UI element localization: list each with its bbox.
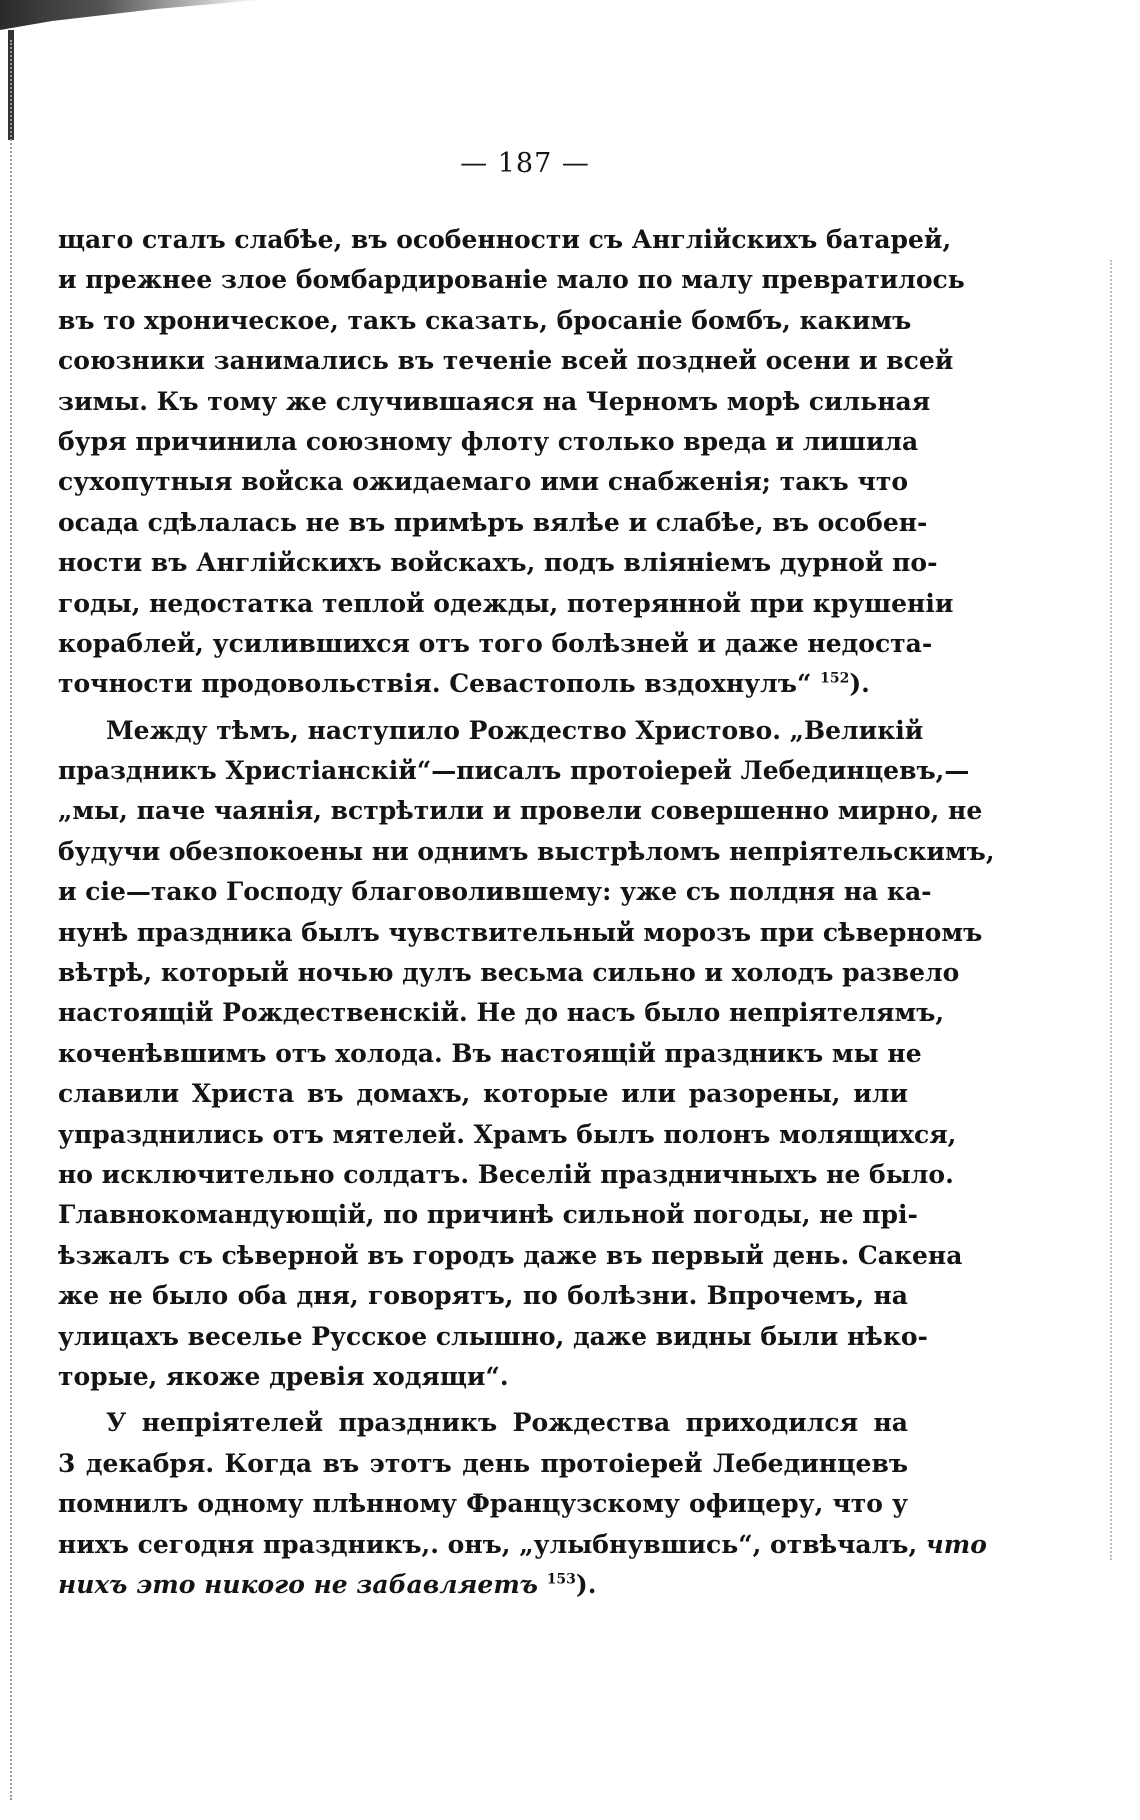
text-line: ности въ Англійскихъ войскахъ, подъ вліяніемъ дурной по- xyxy=(58,548,938,578)
text-fragment: ). xyxy=(849,669,870,699)
paragraph xyxy=(58,711,995,1398)
scan-edge-artifact xyxy=(10,40,15,1800)
text-line: щаго сталъ слабѣе, въ особенности съ Англійскихъ батарей, xyxy=(58,225,952,254)
scan-margin-artifact xyxy=(1110,260,1118,1560)
text-line: осада сдѣлалась не въ примѣръ вялѣе и слабѣе, въ особен- xyxy=(58,507,928,537)
text-fragment: ). xyxy=(575,1569,597,1599)
text-line: сухопутныя войска ожидаемаго ими снабженія; такъ что xyxy=(58,467,908,497)
paragraph xyxy=(58,220,965,705)
text-line: въ то хроническое, такъ сказать, бросаніе бомбъ, какимъ xyxy=(58,305,912,335)
italic-fragment: что xyxy=(925,1529,987,1559)
text-line xyxy=(58,1525,987,1565)
footnote-ref[interactable]: 152 xyxy=(820,670,850,687)
text-line: вѣтрѣ, который ночью дулъ весьма сильно и холодъ развело xyxy=(58,958,960,988)
text-fragment: точности продовольствія. Севастополь вздохнулъ“ xyxy=(58,669,812,699)
text-line: настоящій Рождественскій. Не до насъ было непріятелямъ, xyxy=(58,998,945,1028)
text-line: коченѣвшимъ отъ холода. Въ настоящій праздникъ мы не xyxy=(58,1038,922,1068)
text-line: годы, недостатка теплой одежды, потерянной при крушеніи xyxy=(58,588,954,618)
text-line: будучи обезпокоены ни однимъ выстрѣломъ непріятельскимъ, xyxy=(58,836,995,866)
text-line: славили Христа въ домахъ, которые или разорены, или xyxy=(58,1079,908,1109)
text-line: буря причинила союзному флоту столько вреда и лишила xyxy=(58,426,919,456)
italic-fragment: нихъ это никого не забавляетъ xyxy=(58,1569,538,1599)
text-line: Между тѣмъ, наступило Рождество Христово. „Великій xyxy=(106,715,924,745)
text-fragment: нихъ сегодня праздникъ,. онъ, „улыбнувшись“, отвѣчалъ, xyxy=(58,1529,918,1559)
text-line: и сіе—тако Господу благоволившему: уже съ полдня на ка- xyxy=(58,877,932,907)
text-line: У непріятелей праздникъ Рождества приходился на xyxy=(106,1408,908,1438)
text-line xyxy=(58,1565,908,1605)
footnote-ref[interactable]: 153 xyxy=(546,1571,576,1588)
text-line: упразднились отъ мятелей. Храмъ былъ полонъ молящихся, xyxy=(58,1119,957,1149)
text-line: 3 декабря. Когда въ этотъ день протоіерей Лебединцевъ xyxy=(58,1448,908,1478)
scan-edge-artifact xyxy=(0,0,260,30)
text-line: праздникъ Христіанскій“—писалъ протоіерей Лебединцевъ,— xyxy=(58,756,970,786)
page-body xyxy=(58,220,995,1605)
text-line: и прежнее злое бомбардированіе мало по малу превратилось xyxy=(58,265,965,295)
text-line xyxy=(58,664,908,704)
text-line: кораблей, усилившихся отъ того болѣзней и даже недоста- xyxy=(58,628,933,658)
paragraph xyxy=(58,1403,987,1605)
text-line: „мы, паче чаянія, встрѣтили и провели совершенно мирно, не xyxy=(58,796,983,826)
text-line: помнилъ одному плѣнному Французскому офицеру, что у xyxy=(58,1489,908,1519)
text-line: Главнокомандующій, по причинѣ сильной погоды, не прі- xyxy=(58,1200,918,1230)
text-line: союзники занимались въ теченіе всей поздней осени и всей xyxy=(58,346,954,376)
text-line: но исключительно солдатъ. Веселій праздничныхъ не было. xyxy=(58,1159,954,1189)
text-line: же не было оба дня, говорятъ, по болѣзни. Впрочемъ, на xyxy=(58,1281,908,1311)
text-line: торые, якоже древія ходящи“. xyxy=(58,1361,509,1391)
text-line: нунѣ праздника былъ чувствительный морозъ при сѣверномъ xyxy=(58,917,983,947)
page-number: — 187 — xyxy=(460,148,590,179)
text-line: ѣзжалъ съ сѣверной въ городъ даже въ первый день. Сакена xyxy=(58,1240,963,1270)
text-line: зимы. Къ тому же случившаяся на Черномъ морѣ сильная xyxy=(58,386,931,416)
text-line: улицахъ веселье Русское слышно, даже видны были нѣко- xyxy=(58,1321,928,1351)
